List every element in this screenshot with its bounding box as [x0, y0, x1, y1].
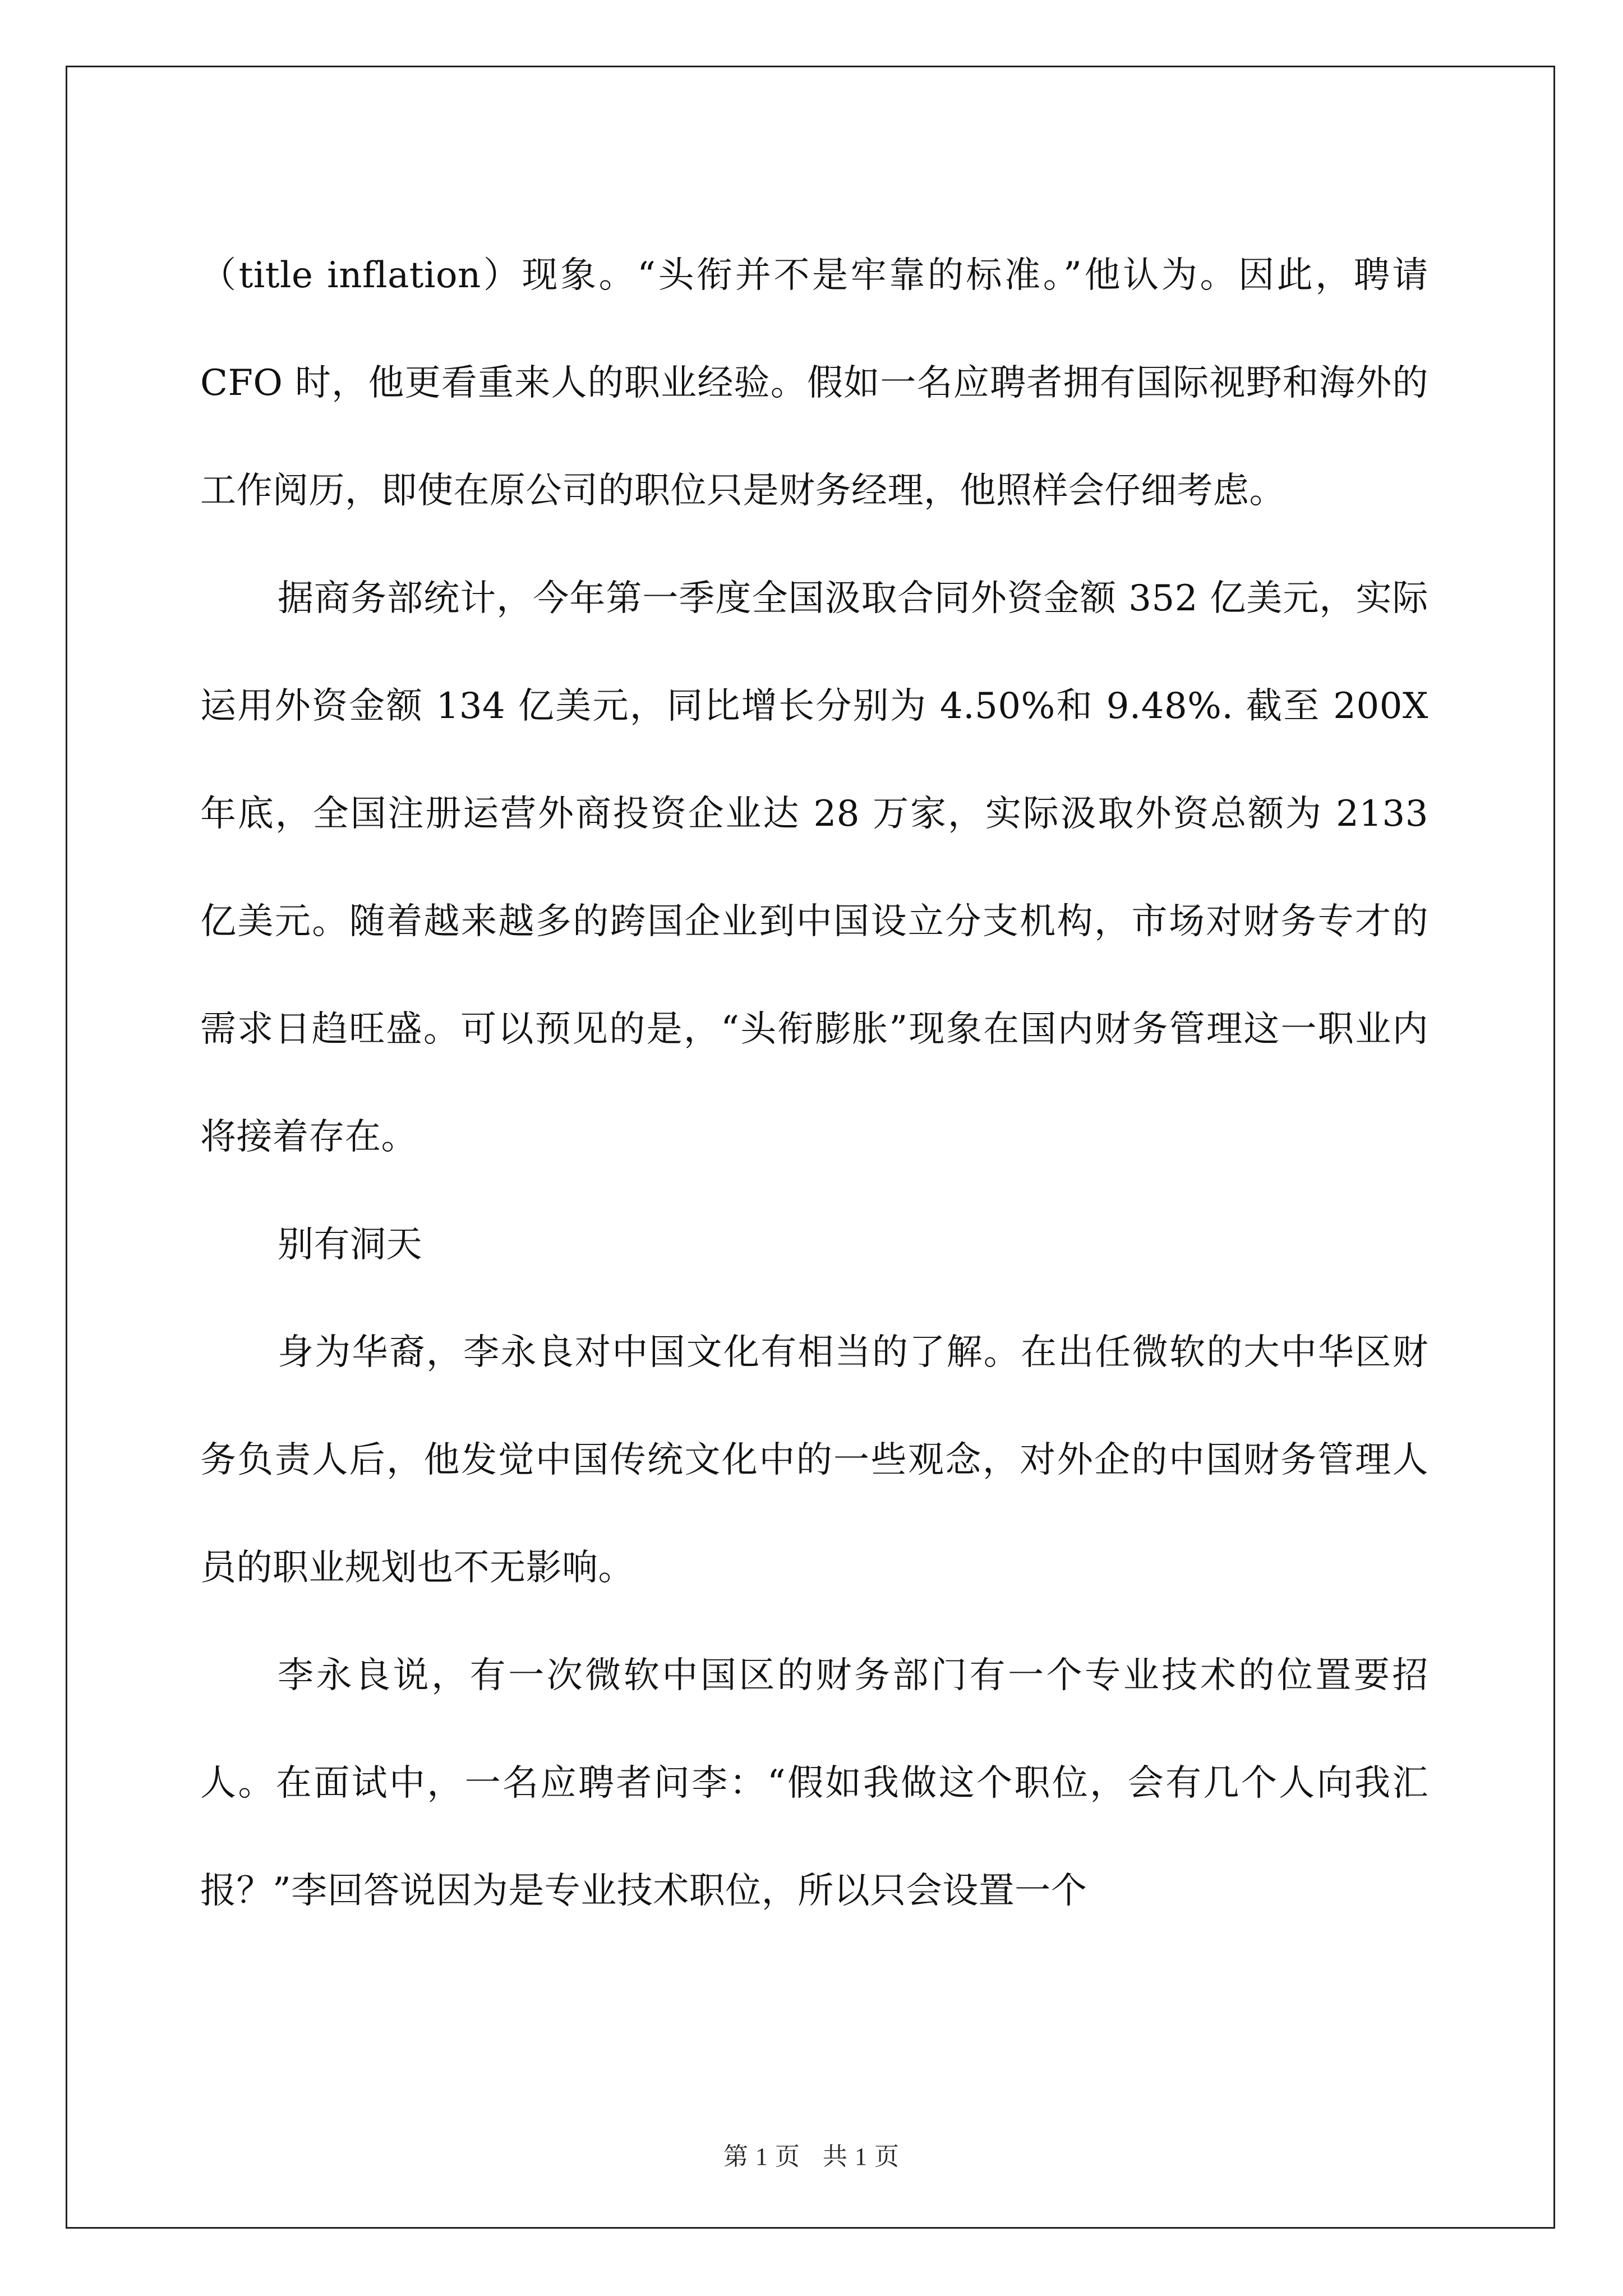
paragraph-3: 身为华裔，李永良对中国文化有相当的了解。在出任微软的大中华区财务负责人后，他发觉中国传统文化中的一些观念，对外企的中国财务管理人员的职业规划也不无影响。	[200, 1332, 1428, 1589]
document-body	[200, 222, 1428, 1945]
paragraph-4: 李永良说，有一次微软中国区的财务部门有一个专业技术的位置要招人。在面试中，一名应聘者问李：“假如我做这个职位，会有几个人向我汇报？”李回答说因为是专业技术职位，所以只会设置一个	[200, 1655, 1428, 1912]
paragraph-1: （title inflation）现象。“头衔并不是牢靠的标准。”他认为。因此，聘请 CFO 时，他更看重来人的职业经验。假如一名应聘者拥有国际视野和海外的工作阅历，即使在原公司的职位只是财务经理，他照样会仔细考虑。	[200, 255, 1428, 512]
page-number: 第 1 页	[723, 2143, 800, 2170]
page-total: 共 1 页	[823, 2143, 900, 2170]
paragraph-2: 据商务部统计，今年第一季度全国汲取合同外资金额 352 亿美元，实际运用外资金额 134 亿美元，同比增长分别为 4.50%和 9.48%. 截至 200X 年底，全国注册运营外商投资企业达 28 万家，实际汲取外资总额为 2133 亿美元。随着越来越多的跨国企业到中国设立分支机构，市场对财务专才的需求日趋旺盛。可以预见的是，“头衔膨胀”现象在国内财务管理这一职业内将接着存在。	[200, 578, 1428, 1158]
section-heading: 别有洞天	[278, 1224, 422, 1266]
page-footer	[0, 2136, 1623, 2172]
